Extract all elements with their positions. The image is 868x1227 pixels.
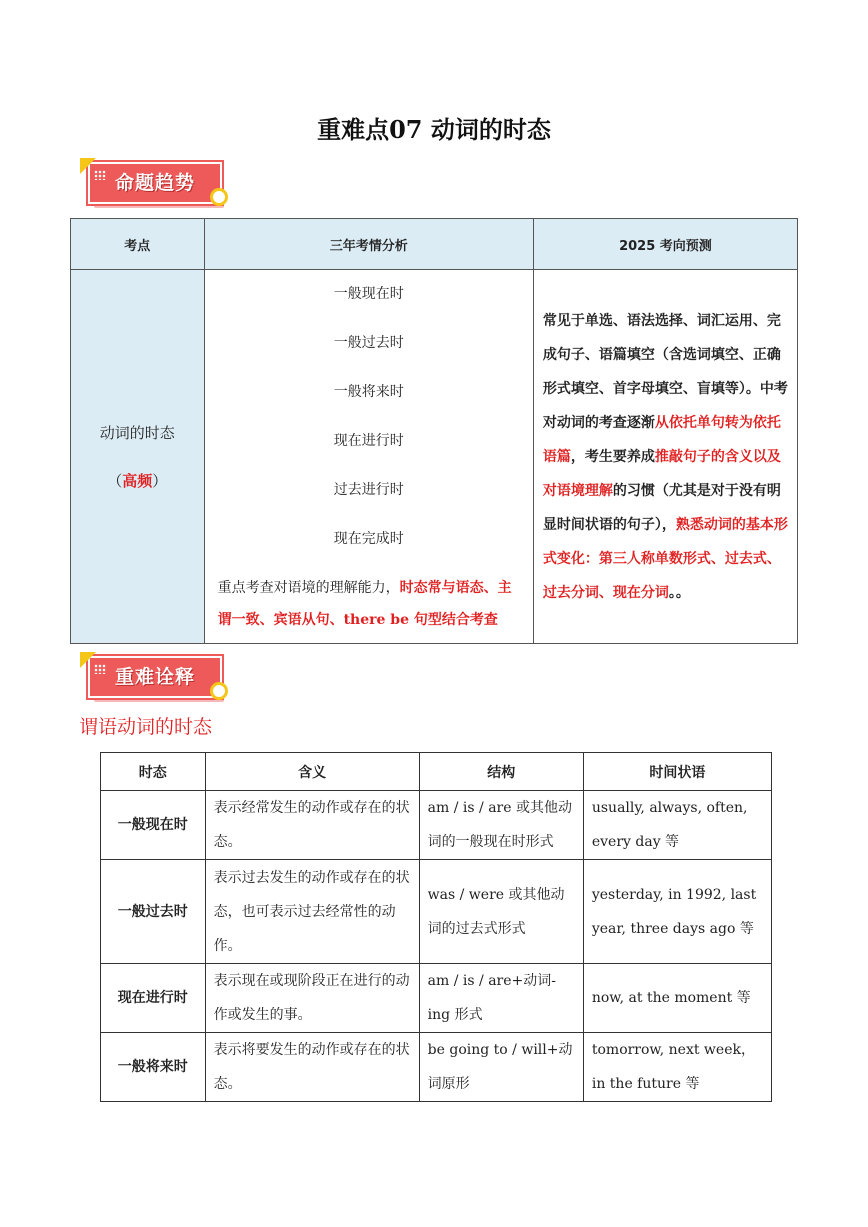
flag-icon: [80, 158, 96, 174]
topic-label: 动词的时态: [99, 423, 175, 442]
focus-text: 重点考查对语境的理解能力，时态常与语态、主谓一致、宾语从句、there be 句型结合考查: [217, 579, 512, 628]
tense-list-item: 现在完成时: [333, 530, 404, 547]
trend-topic-cell: 动词的时态 （高频）: [71, 270, 205, 644]
section-badge-explain: [80, 652, 240, 708]
tense-cell: 一般过去时: [101, 860, 206, 964]
adverbial-cell: yesterday, in 1992, last year, three days ago 等: [583, 860, 771, 964]
meaning-cell: 表示现在或现阶段正在进行的动作或发生的事。: [205, 964, 419, 1033]
table-row: [101, 1033, 772, 1102]
tense-cell: 现在进行时: [101, 964, 206, 1033]
prediction-segment: 。。: [668, 584, 690, 601]
tense-header-structure: 结构: [419, 753, 583, 791]
ring-icon: [210, 188, 228, 206]
badge-trend-label: 命题趋势: [88, 162, 222, 204]
trend-header-topic: 考点: [71, 219, 205, 270]
adverbial-cell: usually, always, often, every day 等: [583, 791, 771, 860]
table-row: [101, 791, 772, 860]
prediction-segment: 常见于单选、语法选择、词汇运用、完成句子、语篇填空（含选词填空、正确形式填空、首字母填空、盲填等）。中考对动词的考查逐渐: [542, 312, 788, 431]
badge-explain-label: 重难诠释: [88, 656, 222, 698]
adverbial-cell: now, at the moment 等: [583, 964, 771, 1033]
meaning-cell: 表示经常发生的动作或存在的状态。: [205, 791, 419, 860]
trend-prediction-cell: [533, 270, 797, 644]
tense-cell: 一般现在时: [101, 791, 206, 860]
section-badge-trend: [80, 158, 240, 214]
prediction-segment: 的习惯（尤其是对于没有明显时间状语的句子），: [542, 482, 781, 533]
meaning-cell: 表示将要发生的动作或存在的状态。: [205, 1033, 419, 1102]
tense-list-item: 一般现在时: [333, 285, 404, 302]
prediction-segment: ，考生要养成: [570, 448, 655, 465]
page-title: 重难点07 动词的时态: [317, 115, 551, 144]
structure-cell: be going to / will+动词原形: [419, 1033, 583, 1102]
structure-cell: am / is / are 或其他动词的一般现在时形式: [419, 791, 583, 860]
tense-cell: 一般将来时: [101, 1033, 206, 1102]
tense-table: [100, 752, 772, 1102]
tense-list-item: 过去进行时: [333, 481, 404, 498]
trend-table: [70, 218, 798, 644]
ring-icon: [210, 682, 228, 700]
trend-header-analysis: 三年考情分析: [204, 219, 533, 270]
tense-list-item: 一般过去时: [333, 334, 404, 351]
structure-cell: am / is / are+动词-ing 形式: [419, 964, 583, 1033]
trend-header-prediction: 2025 考向预测: [533, 219, 797, 270]
section-title: 谓语动词的时态: [79, 716, 213, 738]
adverbial-cell: tomorrow, next week，in the future 等: [583, 1033, 771, 1102]
tense-header-meaning: 含义: [205, 753, 419, 791]
prediction-highlight: 熟悉动词的基本形式变化：第三人称单数形式、过去式、过去分词、现在分词: [542, 516, 788, 601]
tense-header-tense: 时态: [101, 753, 206, 791]
flag-icon: [80, 652, 96, 668]
tense-list-item: 一般将来时: [333, 383, 404, 400]
tense-list-item: 现在进行时: [333, 432, 404, 449]
trend-analysis-cell: [204, 270, 533, 644]
topic-frequency-tag: 高频: [122, 471, 153, 490]
prediction-highlight: 从依托单句转为依托语篇: [542, 414, 781, 465]
tense-header-adverbial: 时间状语: [583, 753, 771, 791]
prediction-highlight: 推敲句子的含义以及对语境理解: [542, 448, 781, 499]
structure-cell: was / were 或其他动词的过去式形式: [419, 860, 583, 964]
meaning-cell: 表示过去发生的动作或存在的状态，也可表示过去经常性的动作。: [205, 860, 419, 964]
table-row: [101, 964, 772, 1033]
prediction-text: [535, 304, 796, 610]
table-row: [101, 860, 772, 964]
